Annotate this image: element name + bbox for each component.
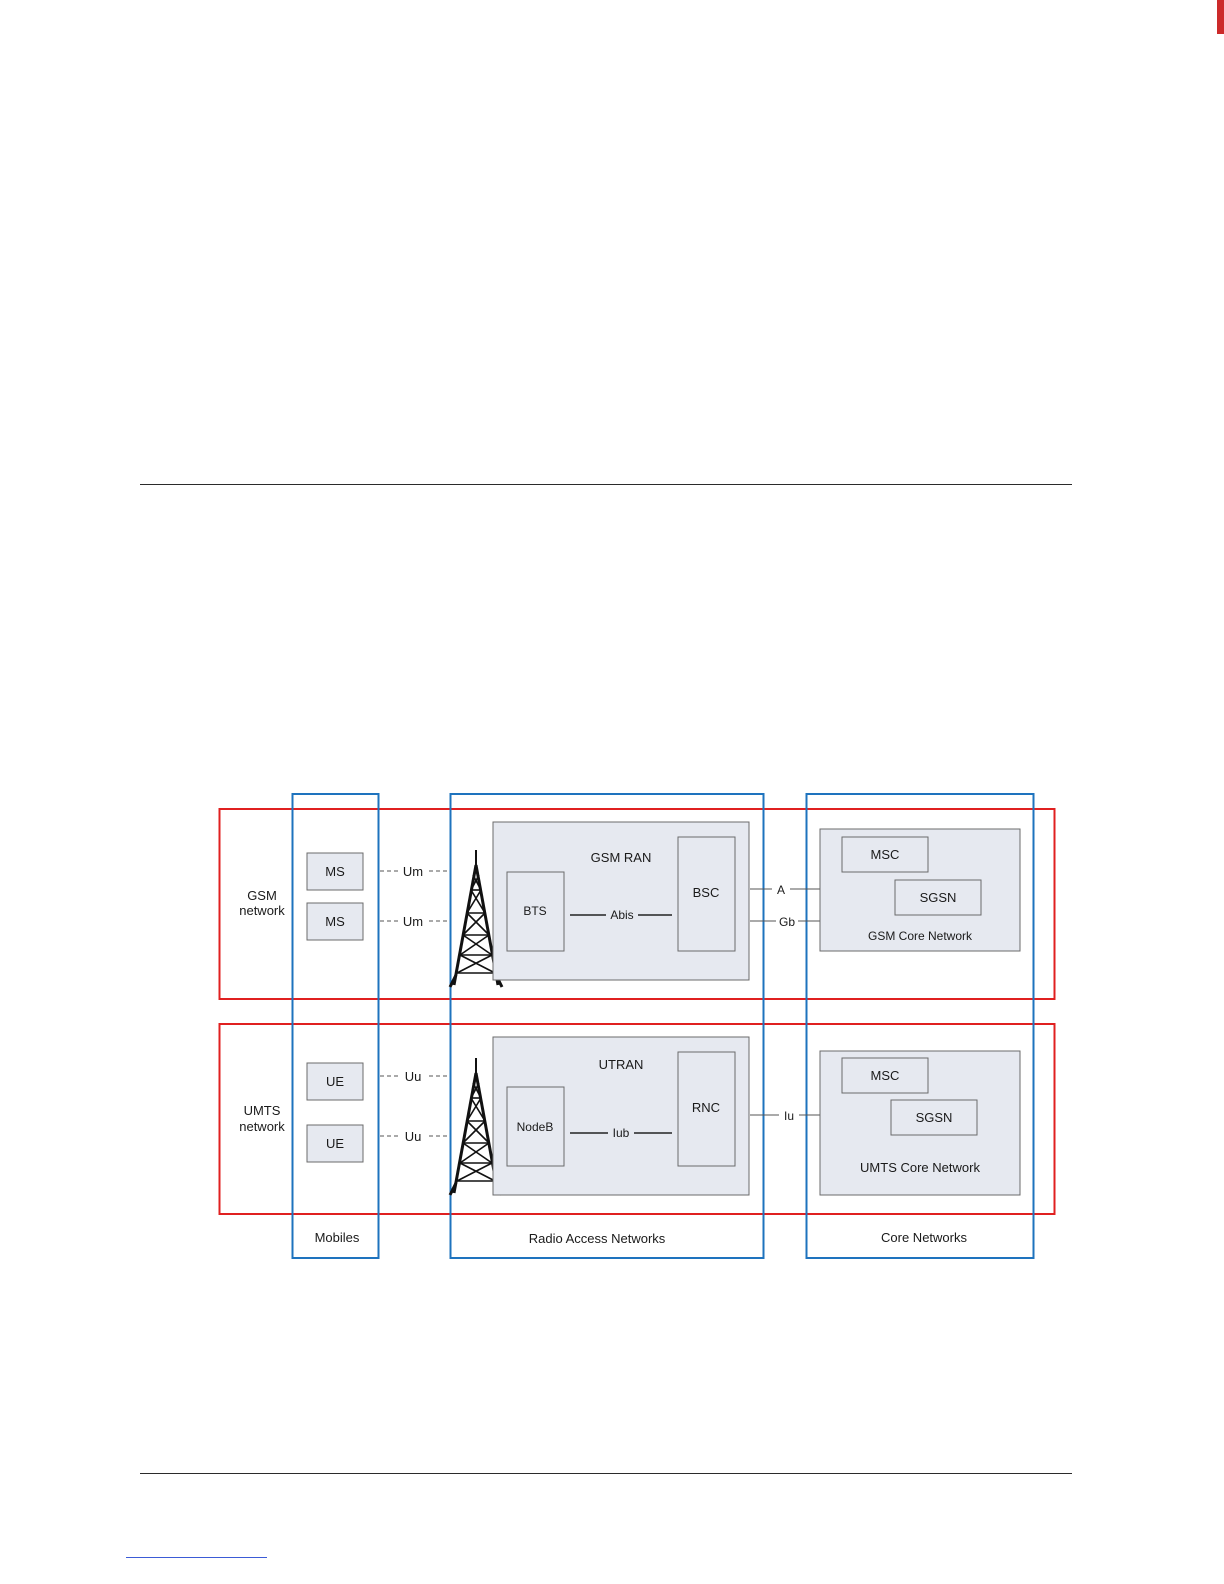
umts-msc-label: MSC [870, 1068, 900, 1083]
umts-sgsn-label: SGSN [915, 1110, 953, 1125]
umts-core-title: UMTS Core Network [860, 1160, 980, 1175]
gsm-network-label-line2: network [239, 903, 285, 918]
ran-column-label: Radio Access Networks [528, 1231, 666, 1246]
umts-network-label-line1: UMTS [243, 1103, 281, 1118]
ms-label-bottom: MS [325, 914, 345, 929]
utran-title: UTRAN [598, 1057, 644, 1072]
rnc-label: RNC [691, 1100, 721, 1115]
umts-network-label-line2: network [239, 1119, 285, 1134]
uu-label-top: Uu [404, 1069, 422, 1084]
bsc-label: BSC [692, 885, 720, 900]
ue-label-top: UE [325, 1074, 345, 1089]
mobiles-column-label: Mobiles [314, 1230, 360, 1245]
ue-label-bottom: UE [325, 1136, 345, 1151]
core-column-label: Core Networks [881, 1230, 967, 1245]
a-label: A [776, 883, 786, 897]
gsm-msc-label: MSC [870, 847, 900, 862]
gsm-network-label-line1: GSM [247, 888, 277, 903]
gsm-core-title: GSM Core Network [867, 929, 973, 943]
ms-label-top: MS [325, 864, 345, 879]
gsm-ran-title: GSM RAN [590, 850, 652, 865]
iub-label: Iub [612, 1126, 630, 1140]
uu-label-bottom: Uu [404, 1129, 422, 1144]
um-label-bottom: Um [402, 914, 424, 929]
iu-label: Iu [783, 1109, 795, 1123]
abis-label: Abis [610, 908, 634, 922]
um-label-top: Um [402, 864, 424, 879]
nodeb-label: NodeB [516, 1120, 554, 1134]
gsm-sgsn-label: SGSN [919, 890, 957, 905]
gb-label: Gb [778, 915, 796, 929]
bts-label: BTS [523, 904, 547, 918]
